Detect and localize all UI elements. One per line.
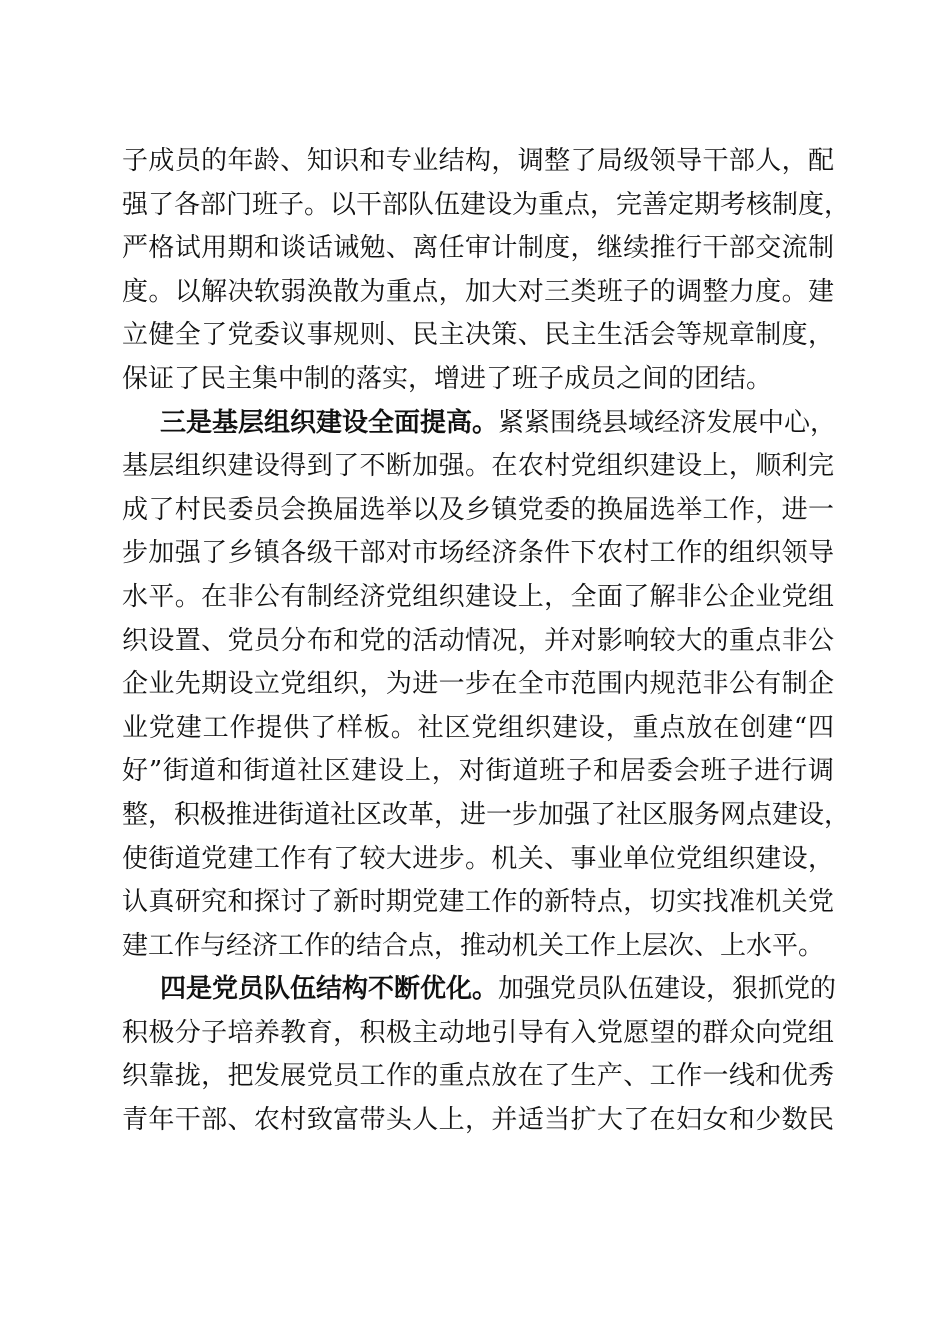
body-line: 整，积极推进街道社区改革，进一步加强了社区服务网点建设， [122, 799, 851, 830]
body-line: 基层组织建设得到了不断加强。在农村党组织建设上，顺利完 [122, 451, 834, 482]
body-line: 业党建工作提供了样板。社区党组织建设，重点放在创建“四 [122, 712, 834, 743]
body-line: 水平。在非公有制经济党组织建设上，全面了解非公企业党组 [122, 581, 834, 612]
body-line: 严格试用期和谈话诫勉、离任审计制度，继续推行干部交流制 [122, 233, 834, 264]
body-line: 企业先期设立党组织，为进一步在全市范围内规范非公有制企 [122, 669, 834, 700]
body-line: 强了各部门班子。以干部队伍建设为重点，完善定期考核制度， [122, 189, 851, 220]
section-4-first-line-text: 加强党员队伍建设，狠抓党的 [498, 974, 837, 1005]
body-line: 成了村民委员会换届选举以及乡镇党委的换届选举工作，进一 [122, 494, 834, 525]
body-line: 子成员的年龄、知识和专业结构，调整了局级领导干部人，配 [122, 146, 834, 176]
body-line: 织靠拢，把发展党员工作的重点放在了生产、工作一线和优秀 [122, 1061, 834, 1092]
body-line: 织设置、党员分布和党的活动情况，并对影响较大的重点非公 [122, 625, 834, 656]
body-line: 好”街道和街道社区建设上，对街道班子和居委会班子进行调 [122, 756, 834, 787]
section-4-first-line [122, 968, 837, 1012]
body-line: 认真研究和探讨了新时期党建工作的新特点，切实找准机关党 [122, 887, 834, 918]
body-line: 保证了民主集中制的落实，增进了班子成员之间的团结。 [122, 363, 773, 394]
body-line: 使街道党建工作有了较大进步。机关、事业单位党组织建设， [122, 843, 834, 874]
section-3-heading: 三是基层组织建设全面提高。 [160, 407, 499, 438]
section-4-heading: 四是党员队伍结构不断优化。 [160, 974, 499, 1005]
section-3-first-line [122, 402, 837, 446]
body-line: 青年干部、农村致富带头人上，并适当扩大了在妇女和少数民 [122, 1105, 834, 1136]
body-line: 度。以解决软弱涣散为重点，加大对三类班子的调整力度。建 [122, 276, 834, 307]
document-body [122, 140, 851, 1143]
body-line: 步加强了乡镇各级干部对市场经济条件下农村工作的组织领导 [122, 538, 834, 569]
body-line: 积极分子培养教育，积极主动地引导有入党愿望的群众向党组 [122, 1017, 834, 1048]
body-line: 建工作与经济工作的结合点，推动机关工作上层次、上水平。 [122, 930, 825, 961]
body-line: 立健全了党委议事规则、民主决策、民主生活会等规章制度， [122, 320, 834, 351]
section-3-first-line-text: 紧紧围绕县域经济发展中心， [498, 407, 837, 438]
